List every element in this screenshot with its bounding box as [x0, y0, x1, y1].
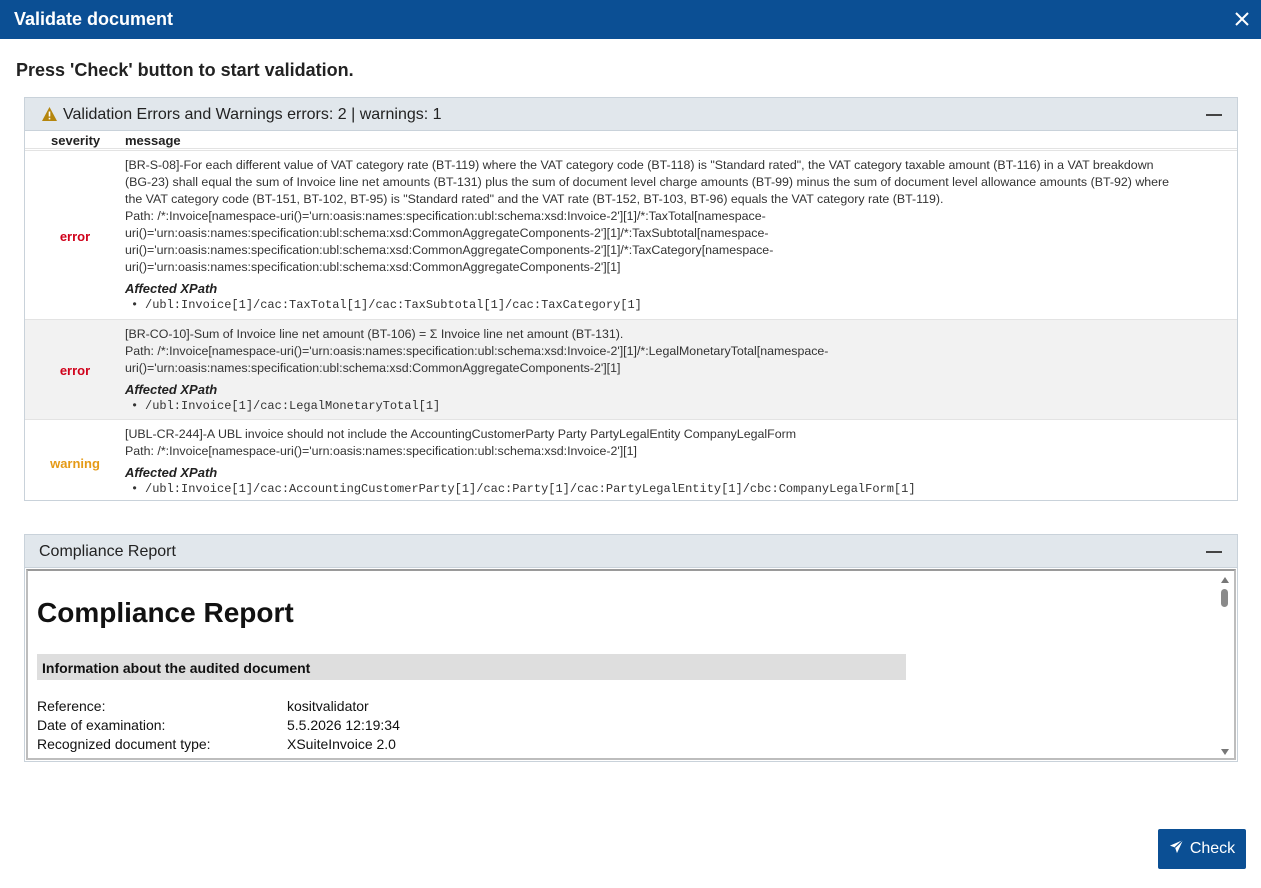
dialog-title: Validate document — [14, 9, 174, 29]
scroll-up-icon[interactable] — [1221, 577, 1229, 583]
check-button-label: Check — [1189, 840, 1236, 857]
message-line: the VAT category code (BT-151, BT-102, BT-95) is "Standard rated" and the VAT rate (BT-152, BT-103, BT-96) equals the VAT category rate (BT-119). — [125, 192, 944, 206]
xpath-item: • /ubl:Invoice[1]/cac:LegalMonetaryTotal[1] — [131, 399, 441, 413]
message-line: uri()='urn:oasis:names:specification:ubl:schema:xsd:CommonAggregateComponents-2'][1] — [125, 361, 621, 375]
message-column-header: message — [125, 133, 181, 148]
report-scrollbar[interactable] — [1218, 573, 1232, 759]
field-label: Reference: — [37, 698, 106, 714]
table-row — [25, 319, 1237, 419]
collapse-icon[interactable] — [1205, 106, 1223, 124]
severity-label: error — [59, 363, 91, 378]
xpath-item: • /ubl:Invoice[1]/cac:TaxTotal[1]/cac:TaxSubtotal[1]/cac:TaxCategory[1] — [131, 298, 642, 312]
message-line: Path: /*:Invoice[namespace-uri()='urn:oasis:names:specification:ubl:schema:xsd:Invoice-2'][1] — [125, 444, 637, 458]
field-value: 5.5.2026 12:19:34 — [287, 717, 400, 733]
table-header — [25, 131, 1237, 149]
xpath-title: Affected XPath — [125, 465, 218, 480]
validation-panel-title: Validation Errors and Warnings errors: 2 | warnings: 1 — [63, 106, 442, 123]
table-row — [25, 419, 1237, 500]
warning-icon — [41, 106, 58, 127]
validation-panel-header[interactable] — [25, 98, 1237, 131]
report-frame[interactable] — [26, 569, 1236, 760]
severity-label: warning — [50, 456, 100, 471]
field-label: Date of examination: — [37, 717, 166, 733]
message-line: Path: /*:Invoice[namespace-uri()='urn:oasis:names:specification:ubl:schema:xsd:Invoice-2'][1]/*:TaxTotal[namespace- — [125, 209, 766, 223]
report-section-title: Information about the audited document — [42, 660, 311, 676]
close-icon[interactable] — [1229, 6, 1255, 32]
message-line: [UBL-CR-244]-A UBL invoice should not include the AccountingCustomerParty Party PartyLegalEntity CompanyLegalForm — [125, 427, 797, 441]
severity-column-header: severity — [51, 133, 101, 148]
severity-label: error — [59, 229, 91, 244]
dialog-titlebar — [0, 0, 1261, 39]
collapse-icon[interactable] — [1205, 543, 1223, 561]
scroll-thumb[interactable] — [1221, 589, 1228, 607]
validation-panel — [24, 97, 1238, 501]
message-cell — [125, 326, 1237, 414]
xpath-title: Affected XPath — [125, 382, 218, 397]
scroll-down-icon[interactable] — [1221, 749, 1229, 755]
table-row — [25, 150, 1237, 319]
send-icon — [1169, 839, 1184, 859]
message-line: [BR-CO-10]-Sum of Invoice line net amount (BT-106) = Σ Invoice line net amount (BT-131). — [125, 327, 624, 341]
xpath-value: /ubl:Invoice[1]/cac:TaxTotal[1]/cac:TaxSubtotal[1]/cac:TaxCategory[1] — [145, 298, 642, 312]
message-line: uri()='urn:oasis:names:specification:ubl:schema:xsd:CommonAggregateComponents-2'][1] — [125, 260, 621, 274]
report-heading: Compliance Report — [37, 597, 294, 628]
field-value: XSuiteInvoice 2.0 — [287, 736, 396, 752]
message-line: Path: /*:Invoice[namespace-uri()='urn:oasis:names:specification:ubl:schema:xsd:Invoice-2'][1]/*:LegalMonetaryTotal[namespace- — [125, 344, 829, 358]
xpath-item: • /ubl:Invoice[1]/cac:AccountingCustomerParty[1]/cac:Party[1]/cac:PartyLegalEntity[1]/cbc:CompanyLegalForm[1] — [131, 482, 916, 496]
message-line: (BG-23) shall equal the sum of Invoice line net amounts (BT-131) plus the sum of document level charge amounts (BT-99) minus the sum of document level allowance amounts (BT-92) where — [125, 175, 1170, 189]
xpath-title: Affected XPath — [125, 281, 218, 296]
check-button[interactable] — [1158, 829, 1246, 869]
compliance-panel-header[interactable] — [25, 535, 1237, 568]
instruction-text: Press 'Check' button to start validation. — [16, 60, 354, 80]
compliance-panel-title: Compliance Report — [39, 543, 176, 560]
field-label: Recognized document type: — [37, 736, 211, 752]
xpath-value: /ubl:Invoice[1]/cac:LegalMonetaryTotal[1] — [145, 399, 441, 413]
message-line: [BR-S-08]-For each different value of VAT category rate (BT-119) where the VAT category code (BT-118) is "Standard rated", the VAT category taxable amount (BT-116) in a VAT breakdown — [125, 158, 1154, 172]
message-cell — [125, 426, 1237, 497]
field-value: kositvalidator — [287, 698, 369, 714]
message-line: uri()='urn:oasis:names:specification:ubl:schema:xsd:CommonAggregateComponents-2'][1]/*:TaxSubtotal[namespace- — [125, 226, 769, 240]
compliance-panel — [24, 534, 1238, 762]
xpath-value: /ubl:Invoice[1]/cac:AccountingCustomerParty[1]/cac:Party[1]/cac:PartyLegalEntity[1]/cbc:CompanyLegalForm[1] — [145, 482, 916, 496]
message-line: uri()='urn:oasis:names:specification:ubl:schema:xsd:CommonAggregateComponents-2'][1]/*:TaxCategory[namespace- — [125, 243, 774, 257]
message-cell — [125, 157, 1237, 313]
report-section-header — [37, 654, 906, 680]
